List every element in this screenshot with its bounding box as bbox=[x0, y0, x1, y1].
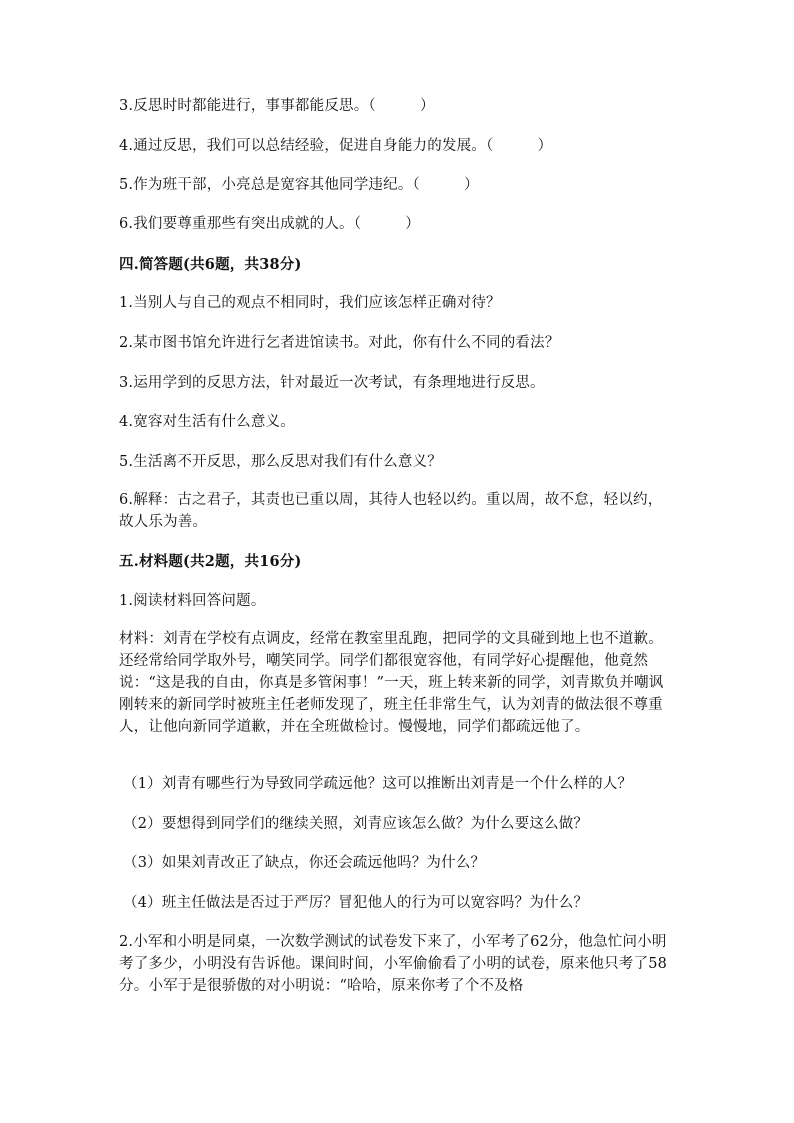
tf-item-4: 4.通过反思，我们可以总结经验，促进自身能力的发展。（ ） bbox=[119, 138, 553, 154]
tf-item-3: 3.反思时时都能进行，事事都能反思。（ ） bbox=[119, 98, 435, 114]
section-5-title: 五.材料题(共2题，共16分) bbox=[119, 553, 302, 570]
tf-item-6: 6.我们要尊重那些有突出成就的人。（ ） bbox=[119, 216, 420, 232]
short-answer-2: 2.某市图书馆允许进行乞者进馆读书。对此，你有什么不同的看法？ bbox=[119, 335, 560, 351]
short-answer-5: 5.生活离不开反思，那么反思对我们有什么意义？ bbox=[119, 454, 442, 470]
material-question-1-title: 1.阅读材料回答问题。 bbox=[119, 593, 266, 609]
material-subquestion-3: （3）如果刘青改正了缺点，你还会疏远他吗？为什么？ bbox=[123, 855, 486, 871]
short-answer-3: 3.运用学到的反思方法，针对最近一次考试，有条理地进行反思。 bbox=[119, 375, 545, 391]
short-answer-4: 4.宽容对生活有什么意义。 bbox=[119, 414, 295, 430]
material-text: 材料：刘青在学校有点调皮，经常在教室里乱跑，把同学的文具碰到地上也不道歉。还经常给同学取外号，嘲笑同学。同学们都很宽容他，有同学好心提醒他，他竟然说：“这是我的自由，你真是多管闲事！”一天，班上转来新的同学，刘青欺负并嘲讽刚转来的新同学时被班主任老师发现了，班主任非常生气，认为刘青的做法很不尊重人，让他向新同学道歉，并在全班做检讨。慢慢地，同学们都疏远他了。 bbox=[119, 631, 664, 735]
material-subquestion-2: （2）要想得到同学们的继续关照，刘青应该怎么做？为什么要这么做？ bbox=[123, 816, 589, 832]
short-answer-6: 6.解释：古之君子，其责也已重以周，其待人也轻以约。重以周，故不怠，轻以约，故人乐为善。 bbox=[119, 492, 663, 530]
tf-item-5: 5.作为班干部，小亮总是宽容其他同学违纪。（ ） bbox=[119, 177, 479, 193]
short-answer-1: 1.当别人与自己的观点不相同时，我们应该怎样正确对待？ bbox=[119, 295, 501, 311]
section-4-title: 四.简答题(共6题，共38分) bbox=[119, 256, 302, 273]
material-subquestion-1: （1）刘青有哪些行为导致同学疏远他？这可以推断出刘青是一个什么样的人？ bbox=[123, 776, 633, 792]
material-subquestion-4: （4）班主任做法是否过于严厉？冒犯他人的行为可以宽容吗？为什么？ bbox=[123, 895, 589, 911]
material-question-2: 2.小军和小明是同桌，一次数学测试的试卷发下来了，小军考了62分，他急忙问小明考了多少，小明没有告诉他。课间时间，小军偷偷看了小明的试卷，原来他只考了58分。小军于是很骄傲的对小明说：“哈哈，原来你考了个不及格 bbox=[119, 934, 668, 994]
